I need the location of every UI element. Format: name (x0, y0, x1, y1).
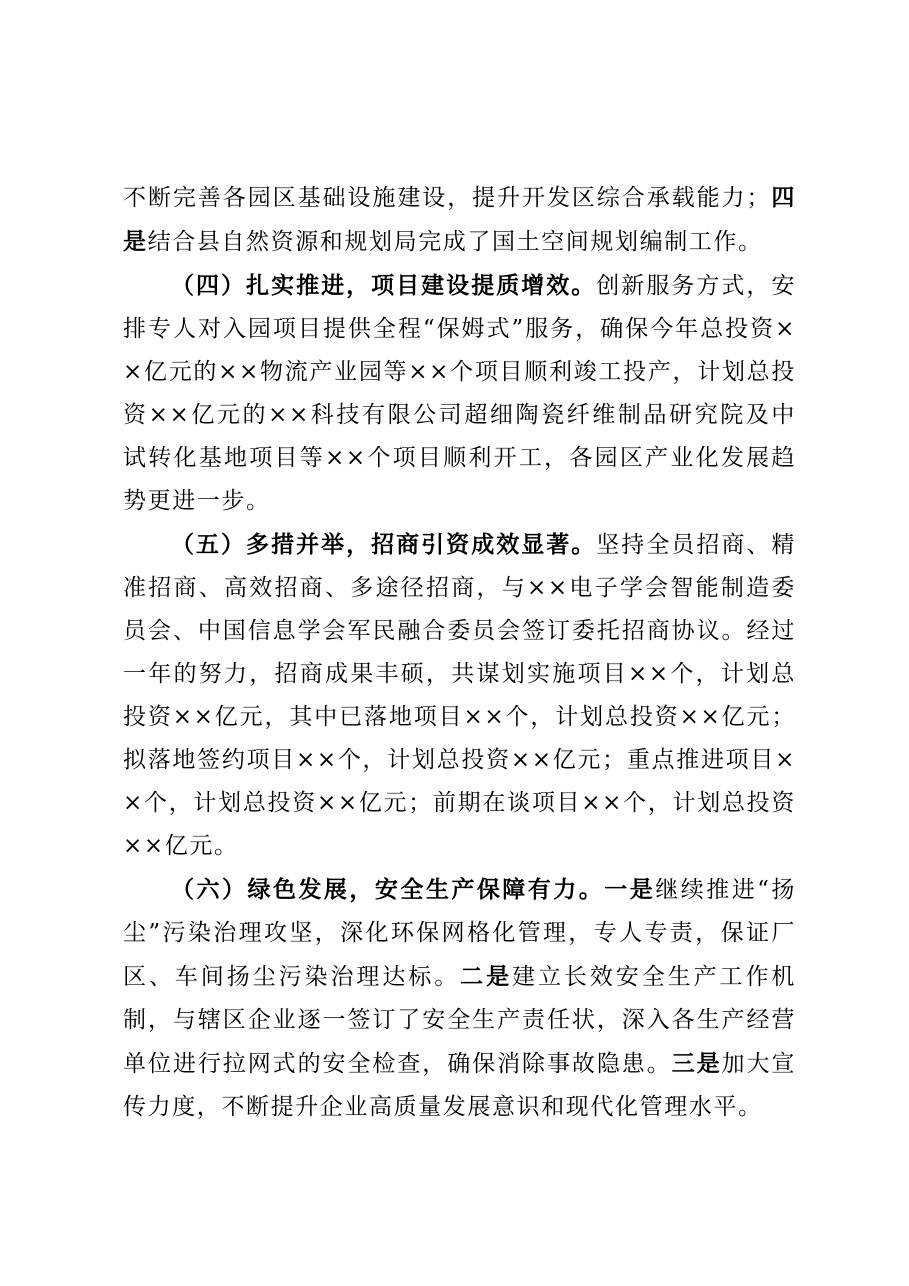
section-heading-6: （六）绿色发展，安全生产保障有力。 (171, 876, 605, 903)
paragraph-green-safety (123, 868, 796, 1129)
paragraph-infrastructure (123, 176, 796, 264)
document-body (123, 176, 796, 1129)
bold-segment: 三是 (671, 1050, 722, 1077)
text-segment: 创新服务方式，安排专人对入园项目提供全程“保姆式”服务，确保今年总投资××亿元的××物流产业园等××个项目顺利竣工投产，计划总投资××亿元的××科技有限公司超细陶瓷纤维制品研究院及中试转化基地项目等××个项目顺利开工，各园区产业化发展趋势更进一步。 (123, 273, 796, 514)
paragraph-investment-attraction (123, 523, 796, 868)
bold-segment: 四是 (123, 184, 796, 255)
section-heading-5: （五）多措并举，招商引资成效显著。 (171, 531, 597, 558)
text-segment: 继续推进“扬尘”污染治理攻坚，深化环保网格化管理，专人专责，保证厂区、车间扬尘污染治理达标。 (123, 877, 797, 990)
paragraph-project-construction (123, 264, 796, 523)
section-heading-4: （四）扎实推进，项目建设提质增效。 (171, 272, 597, 299)
text-segment: 建立长效安全生产工作机制，与辖区企业逐一签订了安全生产责任状，深入各生产经营单位进行拉网式的安全检查，确保消除事故隐患。 (123, 964, 796, 1077)
bold-segment: 一是 (604, 876, 656, 903)
text-segment: 坚持全员招商、精准招商、高效招商、多途径招商，与××电子学会智能制造委员会、中国信息学会军民融合委员会签订委托招商协议。经过一年的努力，招商成果丰硕，共谋划实施项目××个，计划总投资××亿元，其中已落地项目××个，计划总投资××亿元；拟落地签约项目××个，计划总投资××亿元；重点推进项目××个，计划总投资××亿元；前期在谈项目××个，计划总投资××亿元。 (123, 532, 796, 859)
text-segment: 不断完善各园区基础设施建设，提升开发区综合承载能力； (123, 185, 772, 211)
text-segment: 结合县自然资源和规划局完成了国土空间规划编制工作。 (147, 229, 763, 255)
bold-segment: 二是 (460, 963, 513, 990)
text-segment: 加大宣传力度，不断提升企业高质量发展意识和现代化管理水平。 (123, 1051, 797, 1120)
